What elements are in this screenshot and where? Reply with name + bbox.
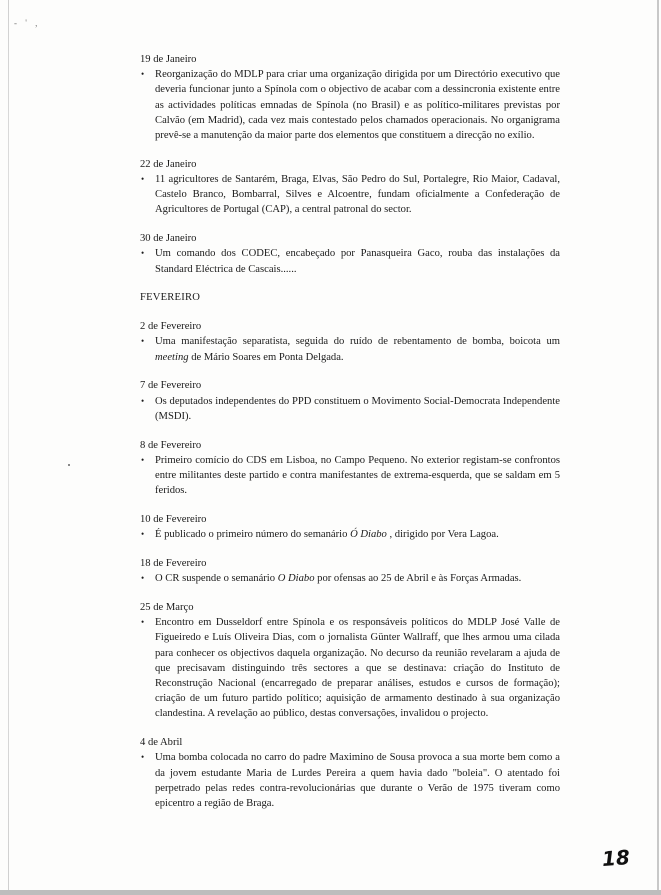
- bullet-icon: •: [141, 752, 145, 763]
- entry-text-end: por ofensas ao 25 de Abril e às Forças Armadas.: [314, 573, 522, 585]
- entry-date: 10 de Fevereiro: [140, 514, 207, 526]
- bullet-icon: •: [141, 395, 145, 406]
- entry-date: 19 de Janeiro: [140, 54, 197, 65]
- page-left-edge: [8, 0, 9, 895]
- entry-italic-term: O Diabo: [277, 573, 315, 585]
- entry-text: Os deputados independentes do PPD constituem o Movimento Social-Democrata Independente (MSDI).: [155, 395, 560, 422]
- entry-text-end: , dirigido por Vera Lagoa.: [386, 529, 499, 541]
- entry-7-fevereiro: [140, 378, 560, 424]
- entry-4-abril: [140, 735, 560, 811]
- entry-date: 2 de Fevereiro: [140, 321, 202, 333]
- bullet-icon: •: [141, 573, 145, 584]
- bullet-icon: •: [141, 617, 145, 628]
- entry-text: Primeiro comício do CDS em Lisboa, no Campo Pequeno. No exterior registam-se confrontos entre militantes deste partido e contra manifestantes de extrema-esquerda, que se saldam em 5 feridos.: [155, 454, 560, 497]
- entry-text: É publicado o primeiro número do semanário: [155, 529, 351, 541]
- bullet-icon: •: [141, 248, 145, 259]
- bullet-icon: •: [141, 69, 145, 80]
- margin-marks: - ' ,: [14, 18, 41, 28]
- entry-2-fevereiro: [140, 319, 560, 365]
- entry-date: 4 de Abril: [140, 737, 183, 749]
- entry-text: Um comando dos CODEC, encabeçado por Panasqueira Gaco, rouba das instalações da Standard Eléctrica de Cascais......: [155, 248, 560, 275]
- entry-item: [140, 527, 560, 542]
- month-heading: FEVEREIRO: [140, 292, 201, 304]
- entry-date: 22 de Janeiro: [140, 158, 197, 170]
- entry-item: [140, 172, 560, 218]
- entry-text: Reorganização do MDLP para criar uma organização dirigida por um Directório executivo que deveria funcionar junto a Spínola com o objectivo de acabar com a dessincronia existente entre as actividades políticas emnadas de Spínola (no Brasil) e as político-militares previstas por Calvão (em Madrid), cada vez mais contestado pelos chamados operacionais. No organigrama prevê-se a manutenção da maior parte dos elementos que constituem a direcção no exílio.: [155, 69, 560, 142]
- entry-date: 8 de Fevereiro: [140, 439, 202, 451]
- entry-text: Uma manifestação separatista, seguida do ruído de rebentamento de bomba, boicota um: [155, 336, 560, 348]
- entry-22-janeiro: [140, 157, 560, 218]
- entry-date: 7 de Fevereiro: [140, 380, 202, 392]
- entry-item: [140, 67, 560, 143]
- entry-text: Encontro em Dusseldorf entre Spínola e os responsáveis políticos do MDLP José Valle de Figueiredo e Luís Oliveira Dias, com o jornalista Günter Wallraff, que lhes armou uma cilada para conhecer os objectivos daquela organização. No decurso da reunião revelaram a ajuda de que precisavam distinguindo três sectores a que se destinava: criação do Instituto de Reconstrução Nacional (encarregado de preparar análises, estudos e cursos de formação); criação de um futuro partido político; aquisição de armamento destinado à sua organização clandestina. A revelação ao público, destas conversações, invalidou o projecto.: [155, 617, 560, 720]
- bullet-icon: •: [141, 174, 145, 185]
- entry-30-janeiro: [140, 231, 560, 277]
- entry-item: [140, 394, 560, 424]
- entry-item: [140, 453, 560, 499]
- entry-item: [140, 571, 560, 586]
- chronology-content: [140, 52, 560, 825]
- entry-date: 25 de Março: [140, 602, 194, 614]
- entry-18-fevereiro: [140, 556, 560, 586]
- entry-italic-term: meeting: [155, 351, 189, 363]
- entry-item: [140, 615, 560, 721]
- entry-25-marco: [140, 600, 560, 722]
- entry-text: 11 agricultores de Santarém, Braga, Elvas, São Pedro do Sul, Portalegre, Rio Maior, Cadaval, Castelo Branco, Bombarral, Silves e Alcoentre, fundam oficialmente a Confederação de Agricultores de Portugal (CAP), a central patronal do sector.: [155, 174, 560, 216]
- entry-text: Uma bomba colocada no carro do padre Maximino de Sousa provoca a sua morte bem como a da jovem estudante Maria de Lurdes Pereira a quem havia dado "boleia". O atentado foi perpetrado pelas redes contra-revolucionárias que durante o Verão de 1975 tiveram como epicentro a região de Braga.: [155, 752, 560, 810]
- entry-8-fevereiro: [140, 438, 560, 499]
- bullet-icon: •: [141, 336, 145, 347]
- handwritten-page-number: 18: [601, 845, 631, 871]
- entry-19-janeiro: [140, 52, 560, 143]
- scan-speck: [68, 464, 70, 466]
- entry-italic-term: Ó Diabo: [350, 529, 387, 541]
- bullet-icon: •: [141, 454, 145, 465]
- page-bottom-edge: [0, 890, 661, 895]
- entry-text-end: de Mário Soares em Ponta Delgada.: [188, 351, 344, 363]
- entry-item: [140, 246, 560, 276]
- page-right-edge: [657, 0, 659, 895]
- entry-date: 30 de Janeiro: [140, 233, 197, 245]
- entry-date: 18 de Fevereiro: [140, 558, 207, 570]
- entry-text: O CR suspende o semanário: [155, 573, 278, 585]
- entry-item: [140, 334, 560, 364]
- entry-10-fevereiro: [140, 512, 560, 542]
- entry-item: [140, 750, 560, 811]
- bullet-icon: •: [141, 529, 145, 540]
